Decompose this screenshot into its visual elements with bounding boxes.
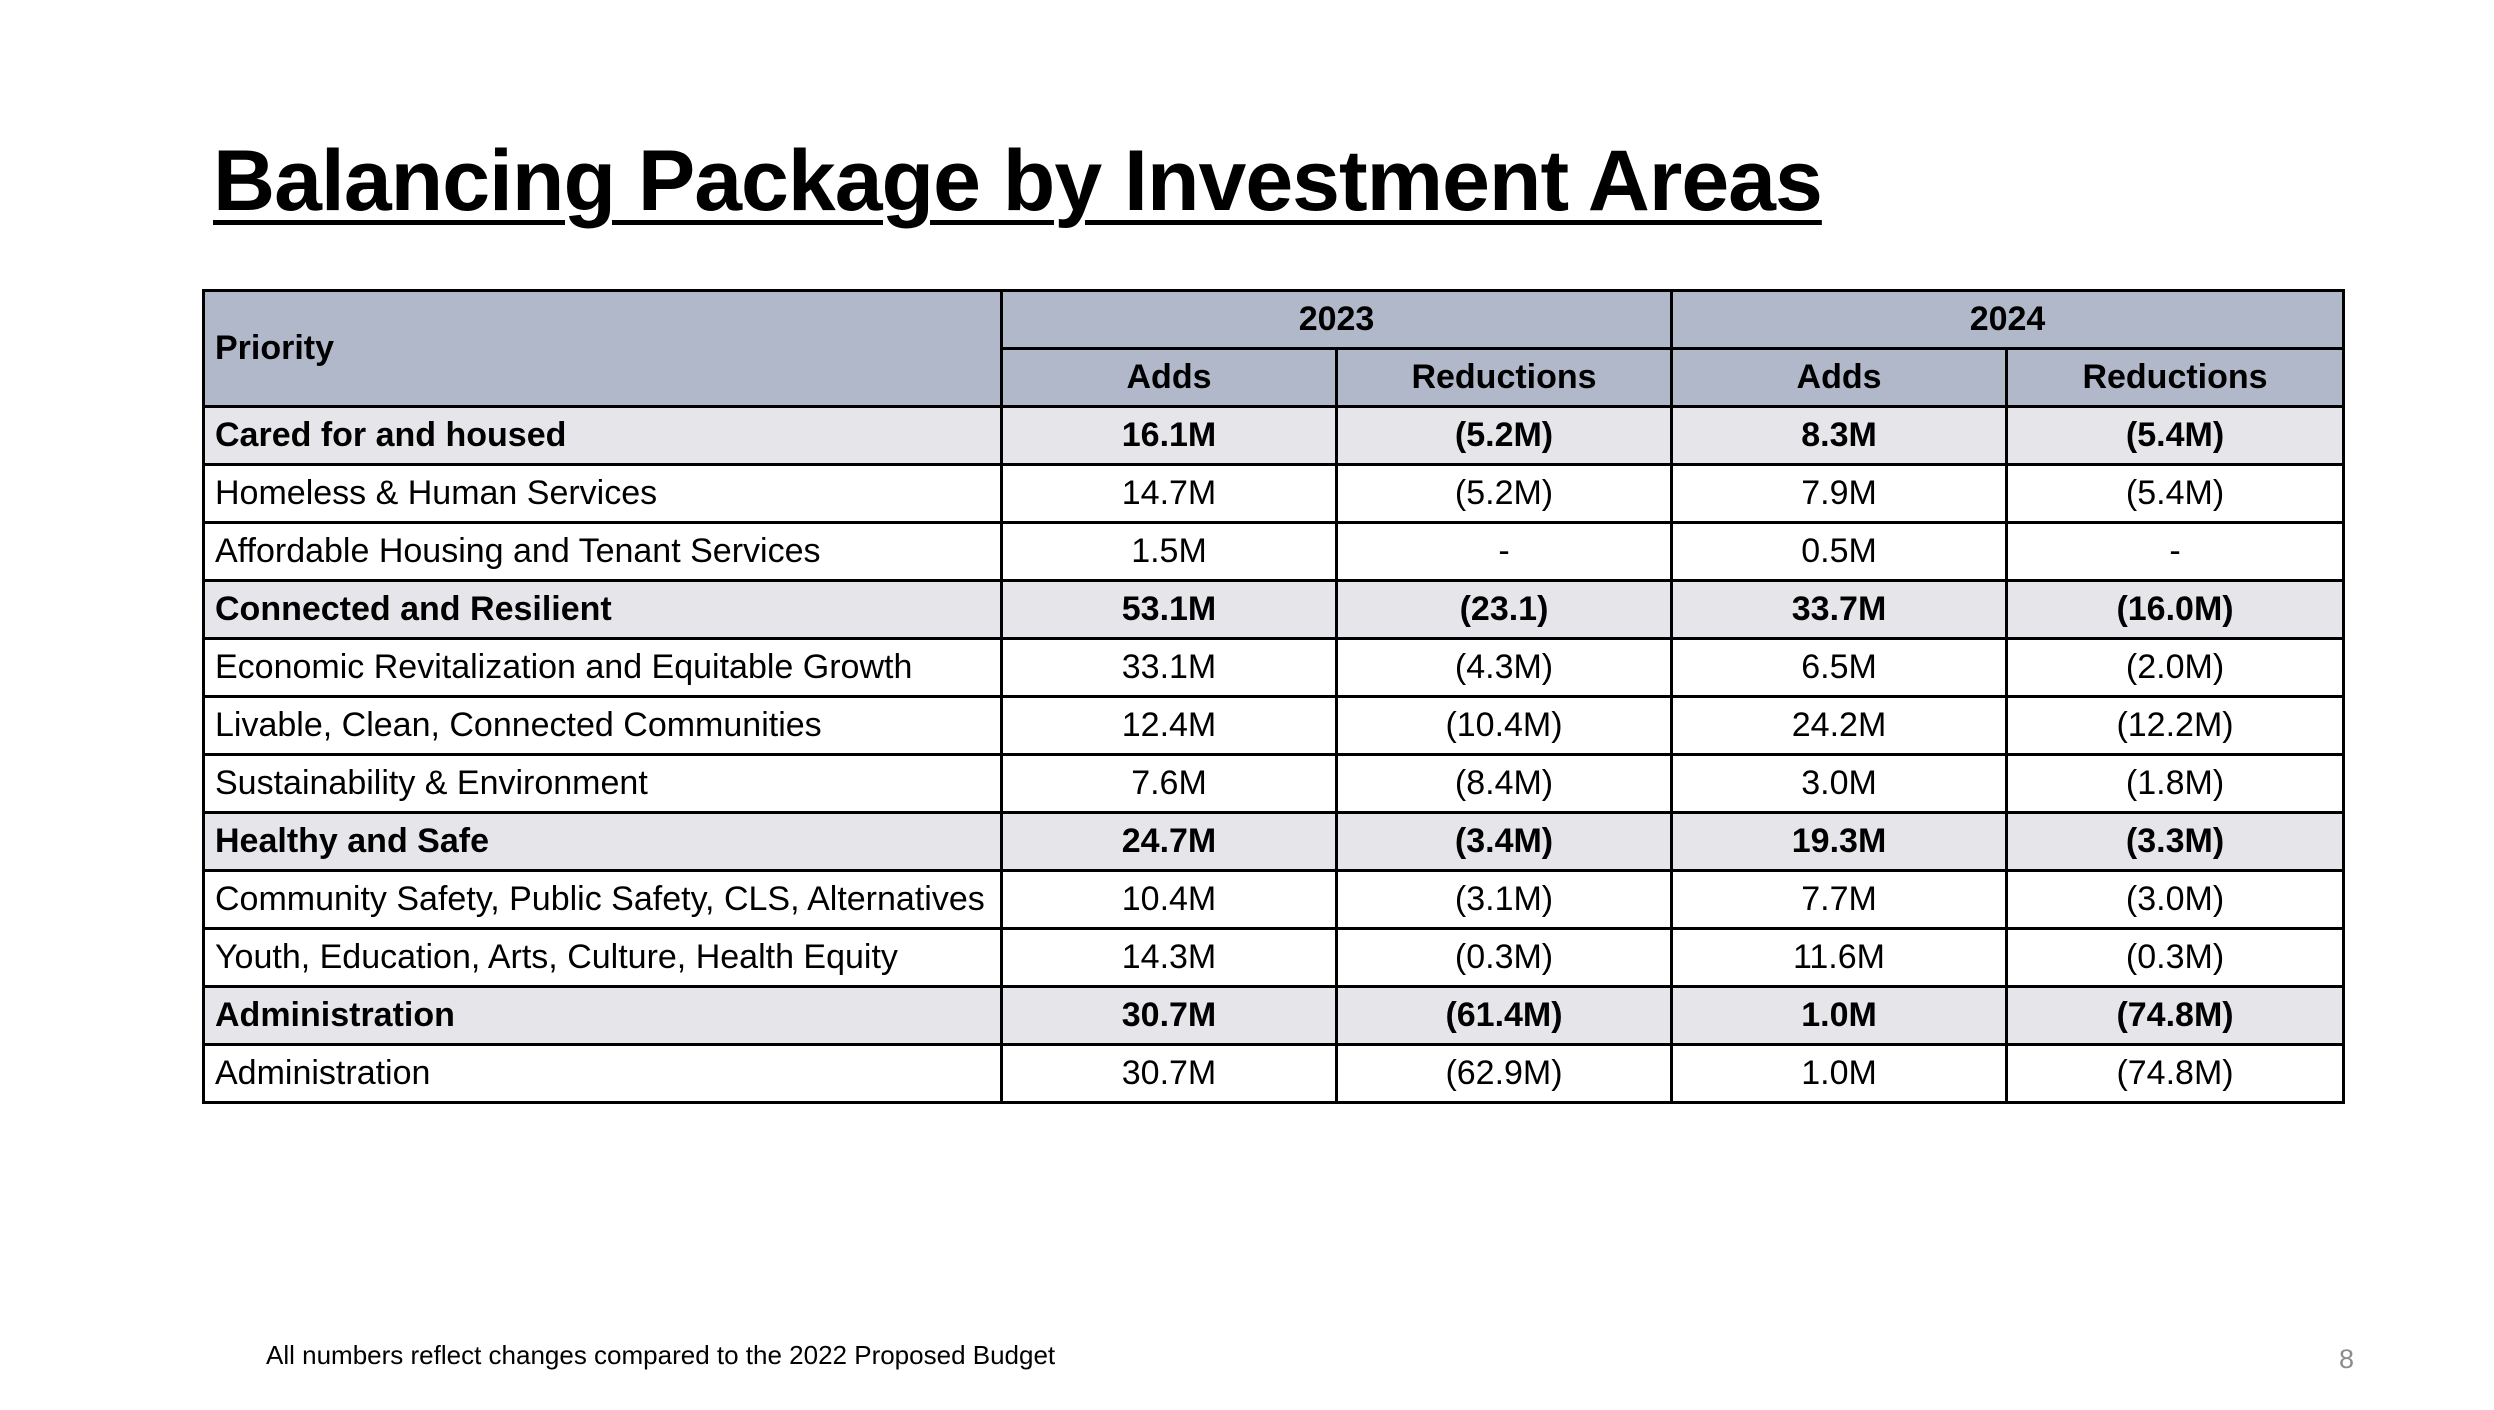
adds-2024-cell: 19.3M <box>1672 813 2007 871</box>
page-number: 8 <box>2338 1344 2354 1374</box>
adds-2023-cell: 10.4M <box>1002 871 1337 929</box>
adds-2023-cell: 30.7M <box>1002 1045 1337 1103</box>
reductions-2024-cell: (1.8M) <box>2007 755 2344 813</box>
header-row-years <box>204 291 2344 349</box>
adds-2023-cell: 30.7M <box>1002 987 1337 1045</box>
adds-header-2023: Adds <box>1002 349 1337 407</box>
adds-2023-cell: 24.7M <box>1002 813 1337 871</box>
reductions-2023-cell: (10.4M) <box>1337 697 1672 755</box>
adds-2024-cell: 0.5M <box>1672 523 2007 581</box>
adds-2024-cell: 7.7M <box>1672 871 2007 929</box>
table-row <box>204 1045 2344 1103</box>
group-row <box>204 581 2344 639</box>
reductions-2024-cell: (74.8M) <box>2007 987 2344 1045</box>
group-row <box>204 987 2344 1045</box>
reductions-2024-cell: (0.3M) <box>2007 929 2344 987</box>
slide-title: Balancing Package by Investment Areas <box>213 133 1822 229</box>
table-row <box>204 929 2344 987</box>
priority-header: Priority <box>204 291 1002 407</box>
adds-2023-cell: 14.3M <box>1002 929 1337 987</box>
table-body <box>204 407 2344 1103</box>
adds-header-2024: Adds <box>1672 349 2007 407</box>
table-row <box>204 755 2344 813</box>
adds-2024-cell: 11.6M <box>1672 929 2007 987</box>
group-row <box>204 813 2344 871</box>
reductions-2023-cell: (62.9M) <box>1337 1045 1672 1103</box>
reductions-2023-cell: (5.2M) <box>1337 465 1672 523</box>
priority-label-cell: Economic Revitalization and Equitable Growth <box>204 639 1002 697</box>
reductions-header-2023: Reductions <box>1337 349 1672 407</box>
footnote: All numbers reflect changes compared to the 2022 Proposed Budget <box>266 1340 1056 1370</box>
priority-label-cell: Sustainability & Environment <box>204 755 1002 813</box>
priority-label-cell: Affordable Housing and Tenant Services <box>204 523 1002 581</box>
reductions-2023-cell: (5.2M) <box>1337 407 1672 465</box>
adds-2023-cell: 53.1M <box>1002 581 1337 639</box>
table-row <box>204 871 2344 929</box>
table-row <box>204 639 2344 697</box>
priority-label-cell: Administration <box>204 1045 1002 1103</box>
priority-label-cell: Youth, Education, Arts, Culture, Health Equity <box>204 929 1002 987</box>
priority-label-cell: Livable, Clean, Connected Communities <box>204 697 1002 755</box>
reductions-2024-cell: (3.3M) <box>2007 813 2344 871</box>
group-row <box>204 407 2344 465</box>
adds-2024-cell: 8.3M <box>1672 407 2007 465</box>
adds-2023-cell: 7.6M <box>1002 755 1337 813</box>
year-header-2023: 2023 <box>1002 291 1672 349</box>
table-header <box>204 291 2344 407</box>
adds-2023-cell: 12.4M <box>1002 697 1337 755</box>
priority-label-cell: Homeless & Human Services <box>204 465 1002 523</box>
adds-2023-cell: 1.5M <box>1002 523 1337 581</box>
reductions-2024-cell: (74.8M) <box>2007 1045 2344 1103</box>
reductions-2023-cell: - <box>1337 523 1672 581</box>
adds-2024-cell: 24.2M <box>1672 697 2007 755</box>
group-label-cell: Connected and Resilient <box>204 581 1002 639</box>
adds-2023-cell: 16.1M <box>1002 407 1337 465</box>
budget-table <box>202 289 2345 1104</box>
reductions-2024-cell: (2.0M) <box>2007 639 2344 697</box>
adds-2024-cell: 1.0M <box>1672 987 2007 1045</box>
group-label-cell: Administration <box>204 987 1002 1045</box>
reductions-2023-cell: (8.4M) <box>1337 755 1672 813</box>
reductions-2023-cell: (0.3M) <box>1337 929 1672 987</box>
reductions-2024-cell: (3.0M) <box>2007 871 2344 929</box>
reductions-2023-cell: (3.4M) <box>1337 813 1672 871</box>
adds-2024-cell: 7.9M <box>1672 465 2007 523</box>
reductions-2024-cell: (16.0M) <box>2007 581 2344 639</box>
table-row <box>204 697 2344 755</box>
group-label-cell: Cared for and housed <box>204 407 1002 465</box>
reductions-2023-cell: (23.1) <box>1337 581 1672 639</box>
reductions-2024-cell: (5.4M) <box>2007 465 2344 523</box>
reductions-2024-cell: - <box>2007 523 2344 581</box>
adds-2024-cell: 33.7M <box>1672 581 2007 639</box>
table-row <box>204 523 2344 581</box>
year-header-2024: 2024 <box>1672 291 2344 349</box>
adds-2024-cell: 6.5M <box>1672 639 2007 697</box>
reductions-header-2024: Reductions <box>2007 349 2344 407</box>
adds-2023-cell: 33.1M <box>1002 639 1337 697</box>
reductions-2024-cell: (5.4M) <box>2007 407 2344 465</box>
group-label-cell: Healthy and Safe <box>204 813 1002 871</box>
reductions-2024-cell: (12.2M) <box>2007 697 2344 755</box>
reductions-2023-cell: (4.3M) <box>1337 639 1672 697</box>
reductions-2023-cell: (3.1M) <box>1337 871 1672 929</box>
adds-2023-cell: 14.7M <box>1002 465 1337 523</box>
adds-2024-cell: 1.0M <box>1672 1045 2007 1103</box>
reductions-2023-cell: (61.4M) <box>1337 987 1672 1045</box>
adds-2024-cell: 3.0M <box>1672 755 2007 813</box>
priority-label-cell: Community Safety, Public Safety, CLS, Alternatives <box>204 871 1002 929</box>
table-row <box>204 465 2344 523</box>
